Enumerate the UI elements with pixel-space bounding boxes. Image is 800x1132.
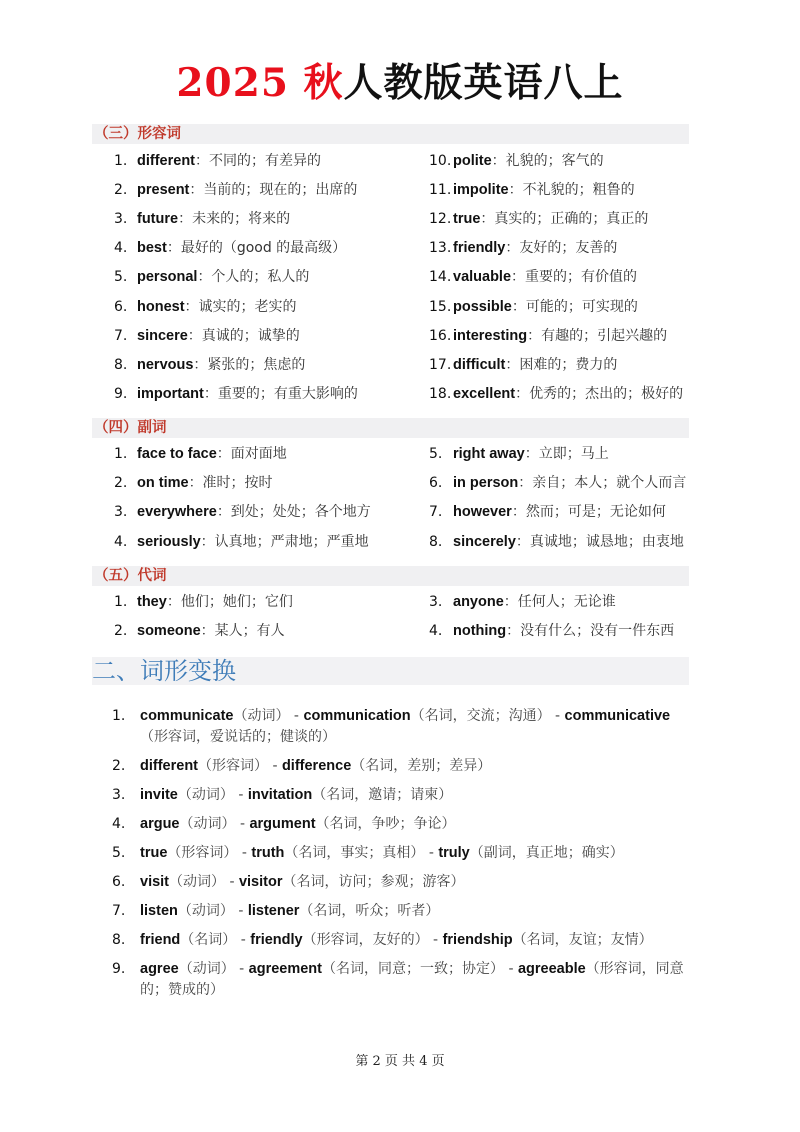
item-word: future — [137, 211, 179, 228]
word-form-note: （名词，友谊；友情） — [512, 932, 653, 948]
item-meaning: ：认真地；严肃地；严重地 — [200, 533, 369, 550]
item-number: 10. — [429, 153, 452, 169]
item-meaning: ：不礼貌的；粗鲁的 — [508, 182, 635, 199]
item-meaning: ：有趣的；引起兴趣的 — [527, 327, 668, 344]
word-form-word: listener — [247, 903, 300, 919]
word-form-word: invite — [140, 787, 178, 803]
word-form-text — [140, 872, 692, 893]
list-item — [114, 238, 346, 258]
word-form-note: （形容词，爱说话的；健谈的） — [140, 729, 336, 745]
word-form-word: agreement — [248, 961, 322, 977]
item-number: 8. — [429, 533, 443, 550]
list-item — [114, 592, 293, 612]
item-number: 3. — [114, 211, 128, 228]
item-word: however — [453, 504, 512, 521]
item-word: nervous — [137, 356, 194, 373]
item-number: 4. — [114, 240, 128, 257]
item-meaning: ：困难的；费力的 — [505, 356, 618, 373]
item-meaning: ：紧张的；焦虑的 — [193, 356, 306, 373]
word-form-note: （名词，听众；听者） — [299, 903, 440, 919]
item-meaning: ：重要的；有重大影响的 — [203, 385, 358, 402]
word-form-word: friendship — [442, 932, 513, 948]
item-meaning: ：可能的；可实现的 — [511, 298, 638, 315]
item-number: 2. — [114, 475, 128, 492]
item-meaning: ：真诚地；诚恳地；由衷地 — [515, 533, 684, 550]
word-form-note: （名词，事实；真相） - — [284, 845, 439, 861]
item-meaning: ：重要的；有价值的 — [511, 269, 638, 286]
list-item — [114, 267, 309, 287]
item-word: difficult — [453, 356, 506, 373]
list-item — [429, 502, 666, 522]
word-form-word: agree — [140, 961, 179, 977]
item-word: right away — [453, 446, 525, 462]
word-form-text — [140, 843, 692, 864]
item-word: personal — [137, 269, 198, 286]
item-number: 15. — [429, 298, 452, 315]
list-item — [429, 326, 667, 346]
item-number: 6. — [112, 874, 126, 890]
item-number: 1. — [114, 153, 128, 169]
word-form-word: communicative — [564, 708, 671, 724]
section-heading-pronouns: （五）代词 — [92, 566, 689, 586]
item-number: 1. — [114, 594, 128, 610]
list-item — [114, 355, 305, 375]
item-number: 1. — [114, 446, 128, 462]
word-form-note: （动词） - — [179, 816, 250, 832]
word-form-note: （形容词，同意的；赞成的） — [140, 961, 684, 998]
item-word: interesting — [453, 327, 528, 344]
item-word: in person — [453, 475, 519, 492]
section-heading-adjectives: （三）形容词 — [92, 124, 689, 144]
word-form-word: invitation — [247, 787, 313, 803]
item-meaning: ：然而；可是；无论如何 — [511, 504, 666, 521]
list-item — [429, 473, 686, 493]
word-form-note: （名词，邀请；请柬） — [312, 787, 453, 803]
item-number: 7. — [112, 903, 126, 919]
word-form-word: listen — [140, 903, 178, 919]
word-form-item — [112, 814, 692, 835]
list-item — [429, 267, 637, 287]
item-meaning: ：真实的；正确的；真正的 — [480, 211, 649, 228]
word-form-note: （副词，真正地；确实） — [469, 845, 624, 861]
word-form-note: （名词，差别；差异） — [351, 758, 492, 774]
page-title: 2025 秋人教版英语八上 — [176, 60, 624, 106]
word-form-word: communication — [303, 708, 411, 724]
page-footer: 第 2 页 共 4 页 — [355, 1054, 445, 1069]
item-number: 11. — [429, 182, 452, 199]
item-meaning: ：任何人；无论谁 — [503, 594, 616, 610]
word-form-word: truly — [438, 845, 470, 861]
word-form-item — [112, 901, 692, 922]
item-number: 13. — [429, 240, 452, 257]
word-form-note: （动词） - — [233, 708, 304, 724]
word-form-note: （名词，同意；一致；协定） - — [322, 961, 518, 977]
list-item — [114, 502, 371, 522]
section-heading-word-forms: 二、词形变换 — [92, 657, 689, 685]
word-form-word: visit — [140, 874, 170, 890]
item-number: 17. — [429, 356, 452, 373]
list-item — [429, 384, 683, 404]
word-form-item — [112, 930, 692, 951]
item-number: 2. — [114, 623, 128, 639]
word-form-word: friendly — [250, 932, 303, 948]
item-number: 6. — [114, 298, 128, 315]
word-form-word: agreeable — [517, 961, 586, 977]
item-number: 7. — [114, 327, 128, 344]
item-word: polite — [453, 153, 492, 169]
list-item — [429, 297, 638, 317]
item-meaning: ：到处；处处；各个地方 — [216, 504, 371, 521]
list-item — [429, 151, 604, 171]
item-meaning: ：个人的；私人的 — [197, 269, 310, 286]
item-number: 7. — [429, 504, 443, 521]
word-form-text — [140, 785, 692, 806]
word-form-word: argue — [140, 816, 180, 832]
word-form-text — [140, 756, 692, 777]
list-item — [429, 444, 609, 464]
word-form-word: truth — [251, 845, 285, 861]
word-form-note: （动词） - — [169, 874, 239, 890]
item-word: someone — [137, 623, 201, 639]
word-form-word: argument — [249, 816, 316, 832]
item-number: 8. — [114, 356, 128, 373]
word-form-note: （动词） - — [177, 903, 248, 919]
item-word: everywhere — [137, 504, 217, 521]
word-form-note: （名词，交流；沟通） - — [410, 708, 565, 724]
item-word: valuable — [453, 269, 512, 286]
word-form-item — [112, 872, 692, 893]
item-number: 8. — [112, 932, 126, 948]
item-meaning: ：准时；按时 — [188, 475, 273, 492]
item-word: impolite — [453, 182, 509, 199]
list-item — [114, 473, 273, 493]
word-form-item — [112, 706, 692, 748]
item-word: nothing — [453, 623, 507, 639]
word-form-note: （动词） - — [177, 787, 248, 803]
word-form-text — [140, 930, 692, 951]
word-form-note: （形容词） - — [198, 758, 282, 774]
list-item — [429, 209, 648, 229]
item-word: seriously — [137, 533, 201, 550]
item-meaning: ：真诚的；诚挚的 — [187, 327, 300, 344]
list-item — [114, 532, 369, 552]
item-meaning: ：面对面地 — [216, 446, 287, 462]
list-item — [114, 209, 290, 229]
item-meaning: ：不同的；有差异的 — [195, 153, 321, 169]
word-form-word: true — [140, 845, 168, 861]
item-number: 6. — [429, 475, 443, 492]
list-item — [429, 355, 617, 375]
item-number: 12. — [429, 211, 452, 228]
item-meaning: ：某人；有人 — [200, 623, 285, 639]
item-number: 4. — [112, 816, 126, 832]
item-word: different — [137, 153, 195, 169]
word-form-text — [140, 814, 692, 835]
item-meaning: ：未来的；将来的 — [178, 211, 291, 228]
item-number: 3. — [429, 594, 443, 610]
item-meaning: ：友好的；友善的 — [505, 240, 618, 257]
list-item — [114, 384, 358, 404]
item-number: 4. — [114, 533, 128, 550]
word-form-item — [112, 959, 692, 1001]
item-meaning: ：最好的（good 的最高级） — [166, 240, 347, 257]
item-number: 16. — [429, 327, 452, 344]
item-word: excellent — [453, 385, 516, 402]
item-number: 9. — [114, 385, 128, 402]
item-number: 4. — [429, 623, 443, 639]
item-word: true — [453, 211, 481, 228]
item-word: best — [137, 240, 167, 257]
list-item — [429, 621, 674, 641]
item-number: 2. — [114, 182, 128, 199]
word-form-item — [112, 756, 692, 777]
word-form-text — [140, 901, 692, 922]
word-form-word: different — [140, 758, 198, 774]
word-form-note: （名词） - — [180, 932, 251, 948]
item-number: 5. — [429, 446, 443, 462]
word-form-note: （名词，访问；参观；游客） — [282, 874, 465, 890]
item-number: 2. — [112, 758, 126, 774]
item-number: 1. — [112, 708, 126, 724]
word-form-word: friend — [140, 932, 181, 948]
item-word: possible — [453, 298, 512, 315]
item-number: 5. — [114, 269, 128, 286]
word-form-note: （动词） - — [178, 961, 249, 977]
item-number: 5. — [112, 845, 126, 861]
item-word: sincere — [137, 327, 188, 344]
item-word: present — [137, 182, 190, 199]
item-word: friendly — [453, 240, 506, 257]
list-item — [429, 532, 684, 552]
item-word: important — [137, 385, 204, 402]
item-number: 18. — [429, 385, 452, 402]
item-word: sincerely — [453, 533, 516, 550]
item-meaning: ：诚实的；老实的 — [184, 298, 297, 315]
item-number: 3. — [114, 504, 128, 521]
word-form-text — [140, 706, 692, 748]
item-word: face to face — [137, 446, 217, 462]
word-form-word: visitor — [238, 874, 283, 890]
word-form-item — [112, 843, 692, 864]
item-meaning: ：亲自；本人；就个人而言 — [518, 475, 687, 492]
word-form-note: （形容词） - — [167, 845, 252, 861]
item-meaning: ：礼貌的；客气的 — [491, 153, 604, 169]
word-form-note: （名词，争吵；争论） — [315, 816, 456, 832]
list-item — [114, 326, 300, 346]
list-item — [429, 180, 635, 200]
item-number: 9. — [112, 961, 126, 977]
word-form-word: difference — [281, 758, 352, 774]
item-number: 3. — [112, 787, 126, 803]
item-meaning: ：没有什么；没有一件东西 — [506, 623, 675, 639]
word-form-note: （形容词，友好的） - — [302, 932, 443, 948]
item-meaning: ：立即；马上 — [524, 446, 609, 462]
list-item — [429, 592, 616, 612]
item-word: on time — [137, 475, 189, 492]
list-item — [429, 238, 617, 258]
item-meaning: ：他们；她们；它们 — [166, 594, 293, 610]
item-number: 14. — [429, 269, 452, 286]
word-form-word: communicate — [140, 708, 234, 724]
item-meaning: ：当前的；现在的；出席的 — [189, 182, 358, 199]
item-word: anyone — [453, 594, 504, 610]
section-heading-adverbs: （四）副词 — [92, 418, 689, 438]
list-item — [114, 297, 297, 317]
item-word: honest — [137, 298, 185, 315]
list-item — [114, 621, 285, 641]
item-word: they — [137, 594, 167, 610]
list-item — [114, 444, 287, 464]
list-item — [114, 151, 321, 171]
word-form-item — [112, 785, 692, 806]
item-meaning: ：优秀的；杰出的；极好的 — [515, 385, 684, 402]
word-form-text — [140, 959, 692, 1001]
list-item — [114, 180, 357, 200]
